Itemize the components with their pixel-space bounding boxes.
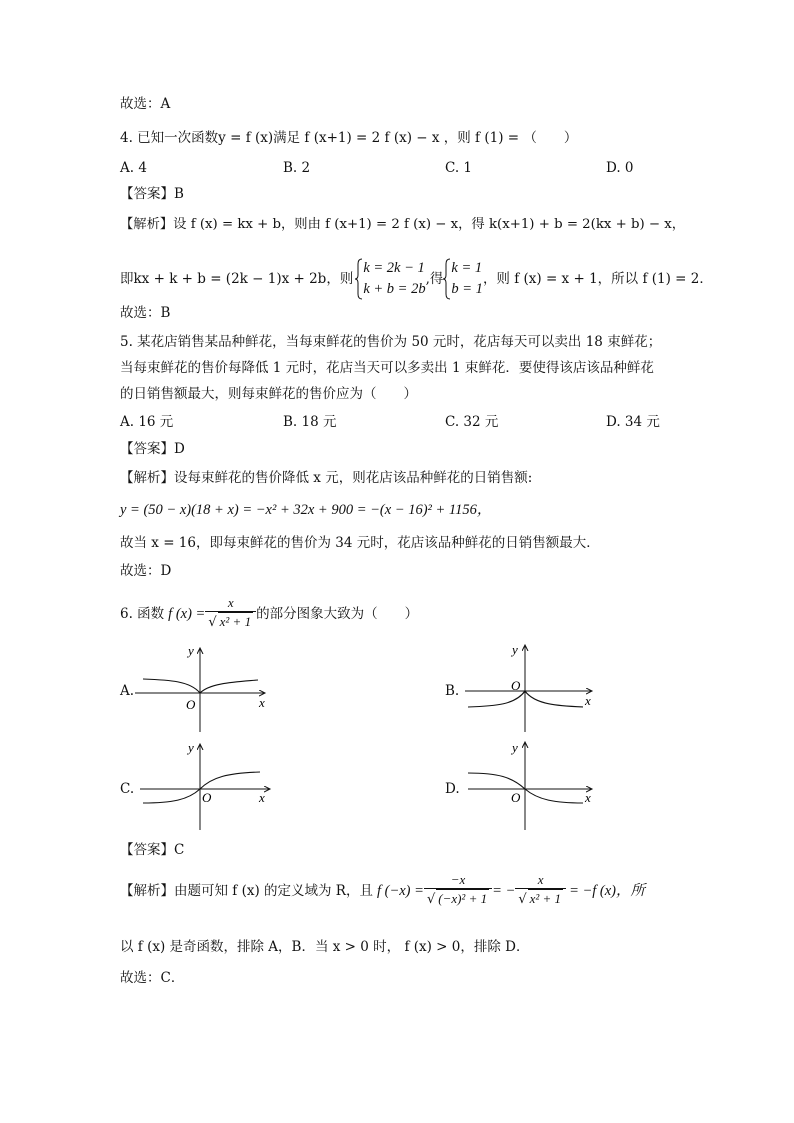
q5-answer: 【答案】D — [120, 441, 185, 457]
q4-option-c: C. 1 — [445, 160, 473, 176]
graph-d — [468, 740, 592, 830]
q6-analysis-pre: 【解析】由题可知 f (x) 的定义域为 R，且 — [120, 882, 373, 899]
q5-formula: y = (50 − x)(18 + x) = −x² + 32x + 900 = −(x − 16)² + 1156， — [120, 502, 492, 518]
q6-expr-mid: = − — [492, 882, 516, 899]
graph-b-origin: O — [511, 678, 521, 693]
q6-expr-den1: (−x)² + 1 — [438, 891, 488, 906]
q5-stem-line1: 5. 某花店销售某品种鲜花，当每束鲜花的售价为 50 元时，花店每天可以卖出 18 束鲜花； — [120, 334, 662, 350]
graph-d-x-label: x — [585, 790, 591, 805]
q6-expr-den2: x² + 1 — [529, 891, 562, 906]
graph-a-x-label: x — [259, 695, 265, 710]
sqrt-icon: √ — [208, 615, 217, 630]
graph-c-x-label: x — [259, 790, 265, 805]
q6-func-num: x — [205, 595, 256, 612]
q4-system1-eq1: k = 2k − 1 — [363, 260, 425, 276]
q6-expr-rhs: = −f (x)，所 — [569, 882, 646, 899]
q6-conclusion: 故选：C． — [120, 970, 185, 986]
q6-expr-lhs: f (−x) = — [376, 882, 424, 899]
q4-analysis-post: ，则 f (x) = x + 1，所以 f (1) = 2． — [482, 271, 713, 287]
graph-a-y-label: y — [188, 643, 194, 658]
q4-analysis-pre: 即kx + k + b = (2k − 1)x + 2b，则 — [120, 271, 354, 287]
graph-d-origin: O — [511, 790, 521, 805]
q6-option-d: D. — [445, 781, 460, 797]
q5-option-b: B. 18 元 — [283, 414, 337, 430]
q4-option-a: A. 4 — [120, 160, 147, 176]
graph-c-y-label: y — [188, 740, 194, 755]
q6-answer: 【答案】C — [120, 842, 185, 858]
q4-stem: 4. 已知一次函数y = f (x)满足 f (x+1) = 2 f (x) − x ，则 f (1) = （ ） — [120, 130, 578, 146]
graph-c-origin: O — [202, 790, 212, 805]
q6-expr-num1: −x — [424, 872, 492, 889]
sqrt-icon: √ — [518, 892, 527, 907]
q5-conclusion: 故选：D — [120, 563, 172, 579]
q6-option-b: B. — [445, 683, 460, 699]
q4-system2-eq1: k = 1 — [451, 260, 483, 276]
graph-b-y-label: y — [512, 642, 518, 657]
graph-a-origin: O — [186, 697, 196, 712]
q5-stem-line3: 的日销售额最大，则每束鲜花的售价应为（ ） — [120, 386, 417, 402]
sqrt-icon: √ — [426, 892, 436, 907]
q4-analysis-mid: ,得 — [425, 271, 444, 287]
q6-func-lhs: f (x) = — [168, 605, 206, 622]
q5-analysis-line1: 【解析】设每束鲜花的售价降低 x 元，则花店该品种鲜花的日销售额: — [120, 470, 533, 486]
graph-a — [135, 643, 265, 732]
q4-option-b: B. 2 — [283, 160, 311, 176]
q4-system2-eq2: b = 1 — [451, 281, 483, 297]
graph-b-x-label: x — [585, 693, 591, 708]
q5-option-c: C. 32 元 — [445, 414, 499, 430]
graph-d-y-label: y — [512, 740, 518, 755]
q6-stem-pre: 6. 函数 — [120, 605, 165, 622]
q6-option-c: C. — [120, 781, 135, 797]
q5-stem-line2: 当每束鲜花的售价每降低 1 元时，花店当天可以多卖出 1 束鲜花．要使得该店该品种鲜花 — [120, 360, 654, 376]
q6-option-a: A. — [120, 683, 135, 699]
q6-expr-fraction2 — [515, 872, 566, 909]
q6-expr-num2: x — [515, 872, 566, 889]
q6-stem-post: 的部分图象大致为（ ） — [256, 605, 419, 622]
q5-option-a: A. 16 元 — [120, 414, 174, 430]
q4-conclusion: 故选：B — [120, 305, 171, 321]
q4-answer: 【答案】B — [120, 186, 184, 202]
graph-b — [465, 642, 592, 732]
q6-func-den: x² + 1 — [219, 614, 252, 629]
q5-option-d: D. 34 元 — [606, 414, 660, 430]
q5-analysis-line3: 故当 x = 16，即每束鲜花的售价为 34 元时，花店该品种鲜花的日销售额最大． — [120, 535, 600, 551]
q4-option-d: D. 0 — [606, 160, 634, 176]
graph-c — [140, 740, 270, 830]
q4-analysis-line1: 【解析】设 f (x) = kx + b，则由 f (x+1) = 2 f (x) − x，得 k(x+1) + b = 2(kx + b) − x， — [120, 217, 686, 232]
q6-analysis-line1 — [120, 872, 645, 909]
prev-conclusion: 故选：A — [120, 96, 171, 112]
q6-analysis-line2: 以 f (x) 是奇函数，排除 A，B．当 x > 0 时， f (x) > 0，排除 D． — [120, 939, 530, 955]
q4-system1-eq2: k + b = 2b — [363, 281, 426, 297]
q6-expr-fraction1 — [424, 872, 492, 909]
